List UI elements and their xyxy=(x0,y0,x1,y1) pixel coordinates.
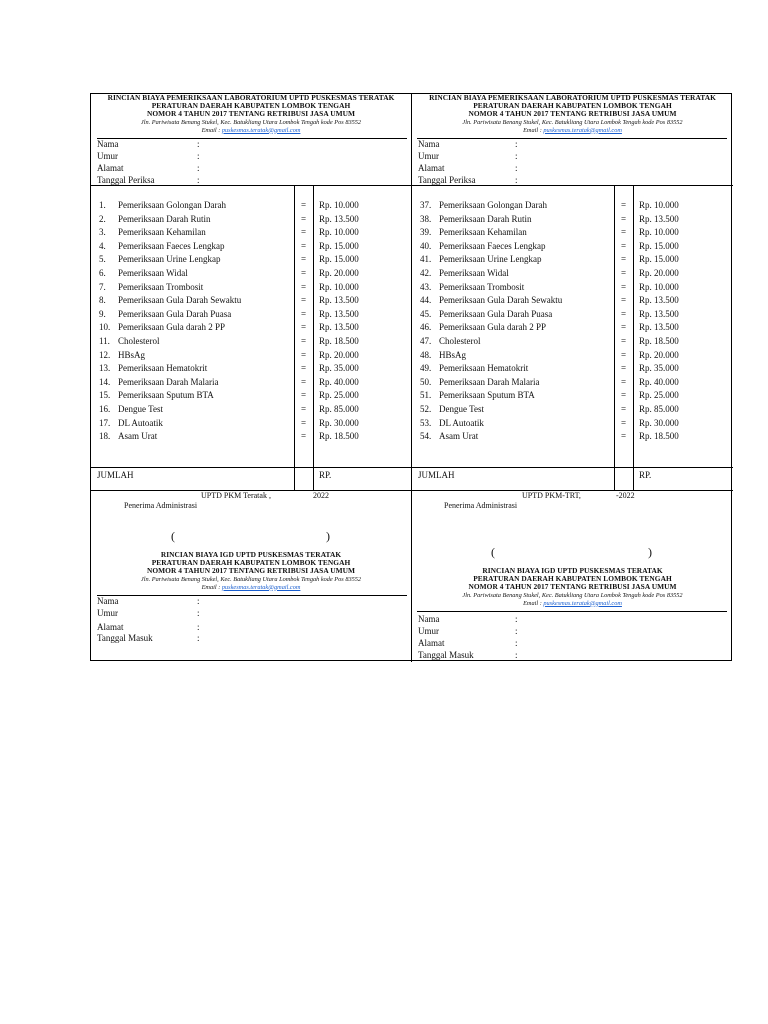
item-equals: = xyxy=(301,295,307,306)
igd-title: RINCIAN BIAYA IGD UPTD PUSKESMAS TERATAK xyxy=(482,566,663,575)
item-price: Rp. 13.500 xyxy=(639,213,679,224)
item-price: Rp. 18.500 xyxy=(639,431,679,442)
item-equals: = xyxy=(621,213,627,224)
item-equals: = xyxy=(301,404,307,414)
item-number: 47. xyxy=(420,336,432,346)
item-equals: = xyxy=(621,295,627,306)
item-name: DL Autoatik xyxy=(439,417,484,428)
item-equals: = xyxy=(301,349,307,360)
item-price: Rp. 40.000 xyxy=(319,376,359,387)
item-price: Rp. 10.000 xyxy=(319,281,359,292)
item-price: Rp. 25.000 xyxy=(319,390,359,401)
igd-tanggal-masuk-label: Tanggal Masuk xyxy=(97,633,153,643)
item-name: Pemeriksaan Sputum BTA xyxy=(439,390,535,401)
igd-tanggal-masuk-label: Tanggal Masuk xyxy=(418,650,474,660)
item-price: Rp. 13.500 xyxy=(319,213,359,224)
right-lab-header xyxy=(412,94,733,135)
left-lab-header xyxy=(91,94,411,135)
item-price: Rp. 18.500 xyxy=(639,336,679,346)
item-number: 5. xyxy=(99,254,106,265)
item-name: Pemeriksaan Golongan Darah xyxy=(439,200,547,210)
item-number: 7. xyxy=(99,281,106,292)
item-name: HBsAg xyxy=(439,349,467,360)
header-regulation: PERATURAN DAERAH KABUPATEN LOMBOK TENGAH xyxy=(473,101,672,111)
item-number: 48. xyxy=(420,349,432,360)
item-name: Asam Urat xyxy=(439,431,479,442)
item-number: 2. xyxy=(99,213,106,224)
umur-colon: : xyxy=(515,151,518,161)
header-regulation: PERATURAN DAERAH KABUPATEN LOMBOK TENGAH xyxy=(151,101,351,111)
item-equals: = xyxy=(621,254,627,265)
igd-title: RINCIAN BIAYA IGD UPTD PUSKESMAS TERATAK xyxy=(160,550,342,559)
item-equals: = xyxy=(621,349,627,360)
item-number: 13. xyxy=(99,363,111,374)
header-address: Jln. Pariwisata Benang Stukel, Kec. Batukliang Utara Lombok Tengah kode Pos 83552 xyxy=(462,118,683,126)
item-equals: = xyxy=(621,240,627,251)
item-name: Pemeriksaan Kehamilan xyxy=(118,227,206,238)
item-price: Rp. 85.000 xyxy=(319,404,359,414)
right-penerima: Penerima Administrasi xyxy=(444,501,518,510)
nama-label: Nama xyxy=(97,139,119,149)
item-price: Rp. 18.500 xyxy=(319,431,359,442)
igd-umur-colon: : xyxy=(515,626,518,636)
igd-rule xyxy=(97,595,407,596)
item-equals: = xyxy=(621,268,627,278)
item-name: Dengue Test xyxy=(118,404,163,414)
email-link[interactable]: puskesmas.teratak@gmail.com xyxy=(221,583,301,591)
item-price: Rp. 85.000 xyxy=(639,404,679,414)
item-equals: = xyxy=(301,417,307,428)
item-price: Rp. 35.000 xyxy=(319,363,359,374)
jumlah-rule xyxy=(91,467,411,468)
alamat-colon: : xyxy=(197,163,200,173)
item-number: 37. xyxy=(420,200,432,210)
item-price: Rp. 10.000 xyxy=(639,227,679,238)
igd-nama-label: Nama xyxy=(97,596,119,606)
igd-rule xyxy=(417,611,727,612)
item-equals: = xyxy=(621,200,627,210)
item-equals: = xyxy=(621,308,627,319)
jumlah-rule xyxy=(412,467,733,468)
item-name: Pemeriksaan Darah Malaria xyxy=(439,376,540,387)
item-equals: = xyxy=(621,227,627,238)
tanggal-periksa-colon: : xyxy=(197,175,200,185)
item-name: Pemeriksaan Gula Darah Puasa xyxy=(439,308,553,319)
item-number: 16. xyxy=(99,404,111,414)
header-regulation-number: NOMOR 4 TAHUN 2017 TENTANG RETRIBUSI JASA UMUM xyxy=(468,109,677,119)
item-price: Rp. 15.000 xyxy=(639,254,679,265)
item-equals: = xyxy=(301,213,307,224)
igd-address: Jln. Pariwisata Benang Stukel, Kec. Batukliang Utara Lombok Tengah kode Pos 83552 xyxy=(462,591,683,599)
item-name: Pemeriksaan Trombosit xyxy=(118,281,204,292)
item-number: 14. xyxy=(99,376,111,387)
igd-address: Jln. Pariwisata Benang Stukel, Kec. Batukliang Utara Lombok Tengah kode Pos 83552 xyxy=(140,575,362,583)
left-price-table xyxy=(91,185,411,491)
header-rule xyxy=(97,138,407,139)
item-price: Rp. 15.000 xyxy=(639,240,679,251)
igd-alamat-label: Alamat xyxy=(97,622,124,632)
item-number: 11. xyxy=(99,336,110,346)
igd-tanggal-masuk-colon: : xyxy=(197,633,200,643)
eq-column-line xyxy=(294,186,295,490)
email-label: Email : xyxy=(523,126,544,134)
item-name: Cholesterol xyxy=(118,336,160,346)
item-name: Pemeriksaan Widal xyxy=(439,268,509,278)
item-number: 44. xyxy=(420,295,432,306)
umur-label: Umur xyxy=(418,151,439,161)
item-name: Pemeriksaan Hematokrit xyxy=(439,363,529,374)
igd-regulation: PERATURAN DAERAH KABUPATEN LOMBOK TENGAH xyxy=(473,574,672,584)
item-number: 41. xyxy=(420,254,432,265)
item-equals: = xyxy=(301,322,307,333)
item-price: Rp. 35.000 xyxy=(639,363,679,374)
left-igd-header xyxy=(91,551,411,592)
igd-umur-label: Umur xyxy=(97,608,118,618)
item-equals: = xyxy=(621,431,627,442)
item-equals: = xyxy=(301,281,307,292)
item-number: 45. xyxy=(420,308,432,319)
item-name: Pemeriksaan Gula Darah Sewaktu xyxy=(439,295,563,306)
item-price: Rp. 25.000 xyxy=(639,390,679,401)
item-name: Pemeriksaan Urine Lengkap xyxy=(439,254,542,265)
email-link[interactable]: puskesmas.teratak@gmail.com xyxy=(543,126,622,134)
igd-alamat-label: Alamat xyxy=(418,638,445,648)
right-sign-year: -2022 xyxy=(616,491,635,500)
email-link[interactable]: puskesmas.teratak@gmail.com xyxy=(221,126,301,134)
left-sign-year: 2022 xyxy=(313,491,329,500)
eq-column-line xyxy=(614,186,615,490)
right-sign-place: UPTD PKM-TRT, xyxy=(522,491,581,500)
item-name: Pemeriksaan Golongan Darah xyxy=(118,200,226,210)
item-price: Rp. 13.500 xyxy=(319,295,359,306)
item-number: 1. xyxy=(99,200,106,210)
item-price: Rp. 10.000 xyxy=(639,200,679,210)
igd-regulation-number: NOMOR 4 TAHUN 2017 TENTANG RETRIBUSI JASA UMUM xyxy=(468,582,677,592)
right-open-paren: ( xyxy=(491,545,495,559)
item-number: 40. xyxy=(420,240,432,251)
item-price: Rp. 13.500 xyxy=(639,295,679,306)
item-name: Pemeriksaan Darah Malaria xyxy=(118,376,219,387)
item-price: Rp. 13.500 xyxy=(319,322,359,333)
item-number: 54. xyxy=(420,431,432,442)
item-equals: = xyxy=(621,390,627,401)
item-name: HBsAg xyxy=(118,349,146,360)
email-link[interactable]: puskesmas.teratak@gmail.com xyxy=(543,599,622,607)
item-name: Pemeriksaan Darah Rutin xyxy=(439,213,532,224)
item-name: Pemeriksaan Darah Rutin xyxy=(118,213,211,224)
igd-umur-label: Umur xyxy=(418,626,439,636)
header-rule xyxy=(417,138,727,139)
item-name: Pemeriksaan Gula Darah Sewaktu xyxy=(118,295,242,306)
header-title: RINCIAN BIAYA PEMERIKSAAN LABORATORIUM UPTD PUSKESMAS TERATAK xyxy=(107,93,395,102)
igd-email-line xyxy=(91,584,411,592)
item-price: Rp. 18.500 xyxy=(319,336,359,346)
header-address: Jln. Pariwisata Benang Stukel, Kec. Batukliang Utara Lombok Tengah kode Pos 83552 xyxy=(140,118,362,126)
receipt-sheet xyxy=(90,93,732,661)
header-email-line xyxy=(91,127,411,135)
right-igd-header xyxy=(412,567,733,608)
item-number: 12. xyxy=(99,349,111,360)
right-close-paren: ) xyxy=(648,545,652,559)
item-name: Pemeriksaan Gula darah 2 PP xyxy=(118,322,225,333)
item-price: Rp. 13.500 xyxy=(319,308,359,319)
item-name: Pemeriksaan Faeces Lengkap xyxy=(118,240,225,251)
nama-colon: : xyxy=(197,139,200,149)
item-equals: = xyxy=(301,254,307,265)
alamat-label: Alamat xyxy=(97,163,124,173)
header-email-line xyxy=(412,127,733,135)
item-price: Rp. 15.000 xyxy=(319,240,359,251)
item-equals: = xyxy=(621,376,627,387)
item-name: DL Autoatik xyxy=(118,417,163,428)
item-number: 49. xyxy=(420,363,432,374)
igd-umur-colon: : xyxy=(197,608,200,618)
item-equals: = xyxy=(621,404,627,414)
item-name: Pemeriksaan Faeces Lengkap xyxy=(439,240,546,251)
item-name: Pemeriksaan Sputum BTA xyxy=(118,390,214,401)
item-number: 10. xyxy=(99,322,111,333)
alamat-colon: : xyxy=(515,163,518,173)
jumlah-label: JUMLAH xyxy=(97,470,134,480)
left-penerima: Penerima Administrasi xyxy=(124,501,198,510)
email-label: Email : xyxy=(523,599,544,607)
item-name: Pemeriksaan Widal xyxy=(118,268,188,278)
umur-label: Umur xyxy=(97,151,118,161)
item-number: 17. xyxy=(99,417,111,428)
jumlah-rp: RP. xyxy=(319,470,332,480)
item-price: Rp. 20.000 xyxy=(319,268,359,278)
item-name: Pemeriksaan Gula darah 2 PP xyxy=(439,322,546,333)
item-price: Rp. 10.000 xyxy=(639,281,679,292)
item-number: 50. xyxy=(420,376,432,387)
item-name: Pemeriksaan Hematokrit xyxy=(118,363,208,374)
igd-tanggal-masuk-colon: : xyxy=(515,650,518,660)
igd-nama-colon: : xyxy=(197,596,200,606)
item-equals: = xyxy=(301,200,307,210)
item-equals: = xyxy=(301,240,307,251)
igd-regulation-number: NOMOR 4 TAHUN 2017 TENTANG RETRIBUSI JASA UMUM xyxy=(146,566,356,576)
item-equals: = xyxy=(621,336,627,346)
tanggal-periksa-colon: : xyxy=(515,175,518,185)
price-column-line xyxy=(313,186,314,490)
item-number: 51. xyxy=(420,390,432,401)
item-price: Rp. 10.000 xyxy=(319,200,359,210)
item-equals: = xyxy=(301,336,307,346)
item-name: Cholesterol xyxy=(439,336,481,346)
item-name: Dengue Test xyxy=(439,404,484,414)
item-price: Rp. 13.500 xyxy=(639,322,679,333)
item-price: Rp. 13.500 xyxy=(639,308,679,319)
left-open-paren: ( xyxy=(171,529,175,543)
item-equals: = xyxy=(621,363,627,374)
igd-alamat-colon: : xyxy=(197,622,200,632)
item-equals: = xyxy=(301,363,307,374)
item-price: Rp. 15.000 xyxy=(319,254,359,265)
item-price: Rp. 30.000 xyxy=(639,417,679,428)
item-price: Rp. 30.000 xyxy=(319,417,359,428)
tanggal-periksa-label: Tanggal Periksa xyxy=(97,175,155,185)
item-number: 3. xyxy=(99,227,106,238)
item-number: 15. xyxy=(99,390,111,401)
left-close-paren: ) xyxy=(326,529,330,543)
item-equals: = xyxy=(621,322,627,333)
igd-nama-colon: : xyxy=(515,614,518,624)
item-equals: = xyxy=(301,268,307,278)
item-price: Rp. 10.000 xyxy=(319,227,359,238)
right-price-table xyxy=(412,185,733,491)
item-number: 39. xyxy=(420,227,432,238)
item-number: 52. xyxy=(420,404,432,414)
item-number: 9. xyxy=(99,308,106,319)
item-equals: = xyxy=(301,227,307,238)
jumlah-rp: RP. xyxy=(639,470,652,480)
igd-alamat-colon: : xyxy=(515,638,518,648)
item-number: 43. xyxy=(420,281,432,292)
item-number: 38. xyxy=(420,213,432,224)
nama-label: Nama xyxy=(418,139,440,149)
item-name: Asam Urat xyxy=(118,431,158,442)
price-column-line xyxy=(633,186,634,490)
item-name: Pemeriksaan Gula Darah Puasa xyxy=(118,308,232,319)
umur-colon: : xyxy=(197,151,200,161)
item-number: 53. xyxy=(420,417,432,428)
tanggal-periksa-label: Tanggal Periksa xyxy=(418,175,476,185)
item-price: Rp. 20.000 xyxy=(639,268,679,278)
jumlah-label: JUMLAH xyxy=(418,470,455,480)
igd-email-line xyxy=(412,600,733,608)
item-name: Pemeriksaan Kehamilan xyxy=(439,227,527,238)
item-equals: = xyxy=(621,417,627,428)
item-equals: = xyxy=(301,390,307,401)
item-number: 4. xyxy=(99,240,106,251)
item-equals: = xyxy=(621,281,627,292)
email-label: Email : xyxy=(201,126,222,134)
alamat-label: Alamat xyxy=(418,163,445,173)
item-number: 18. xyxy=(99,431,111,442)
item-price: Rp. 20.000 xyxy=(639,349,679,360)
item-price: Rp. 40.000 xyxy=(639,376,679,387)
item-number: 8. xyxy=(99,295,106,306)
left-sign-place: UPTD PKM Teratak , xyxy=(201,491,271,500)
email-label: Email : xyxy=(201,583,222,591)
item-equals: = xyxy=(301,308,307,319)
header-regulation-number: NOMOR 4 TAHUN 2017 TENTANG RETRIBUSI JASA UMUM xyxy=(146,109,356,119)
igd-nama-label: Nama xyxy=(418,614,440,624)
item-equals: = xyxy=(301,376,307,387)
item-number: 6. xyxy=(99,268,106,278)
item-number: 46. xyxy=(420,322,432,333)
header-title: RINCIAN BIAYA PEMERIKSAAN LABORATORIUM UPTD PUSKESMAS TERATAK xyxy=(429,93,716,102)
item-name: Pemeriksaan Trombosit xyxy=(439,281,525,292)
igd-regulation: PERATURAN DAERAH KABUPATEN LOMBOK TENGAH xyxy=(151,558,351,568)
item-price: Rp. 20.000 xyxy=(319,349,359,360)
item-number: 42. xyxy=(420,268,432,278)
item-equals: = xyxy=(301,431,307,442)
nama-colon: : xyxy=(515,139,518,149)
item-name: Pemeriksaan Urine Lengkap xyxy=(118,254,221,265)
